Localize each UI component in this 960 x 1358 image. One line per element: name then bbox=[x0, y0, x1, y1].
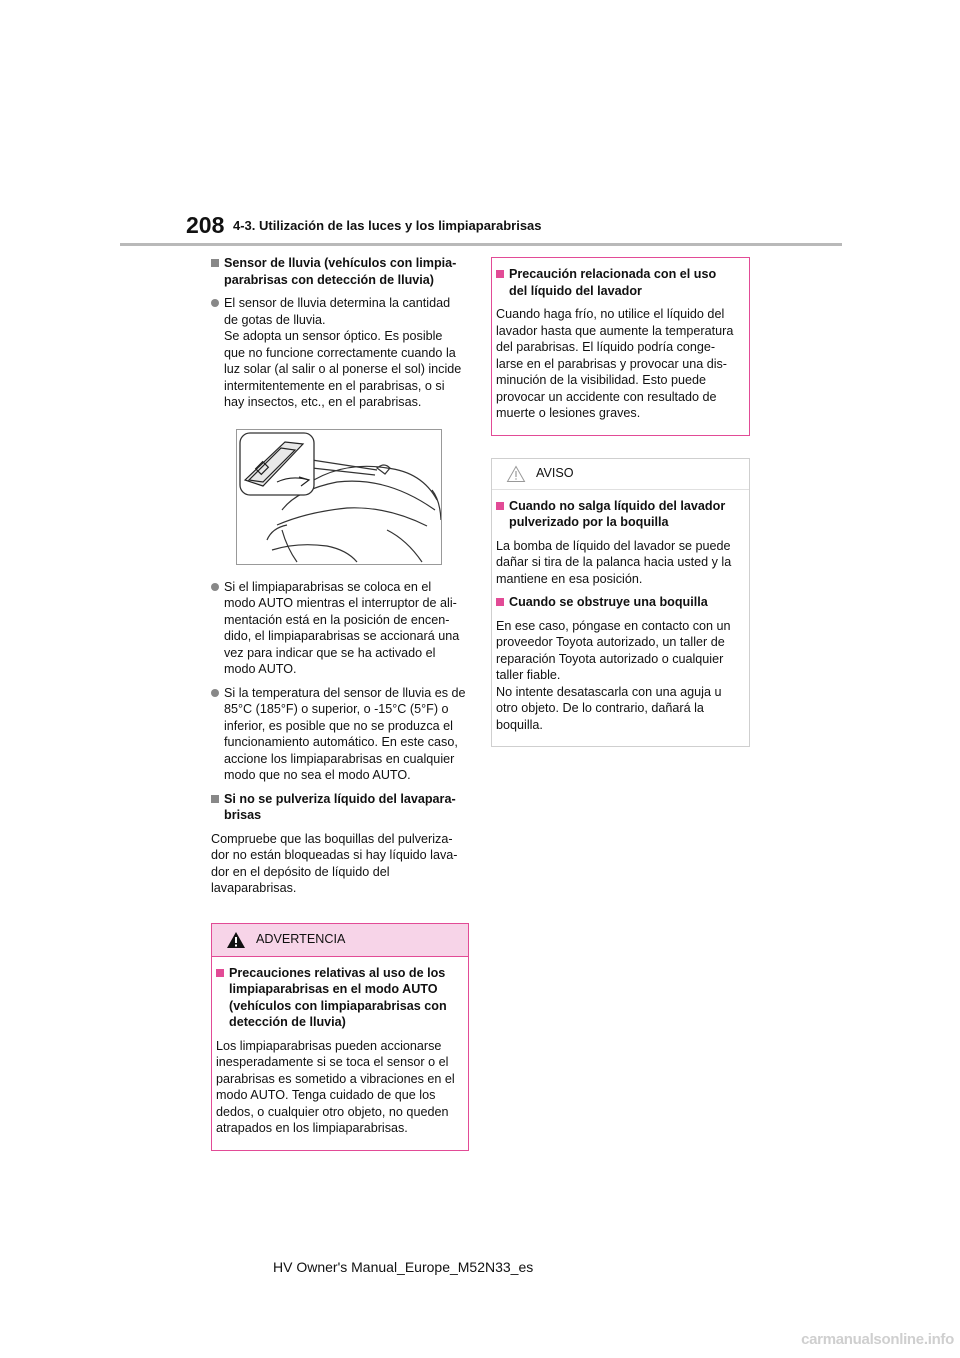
heading-line: del líquido del lavador bbox=[509, 283, 642, 298]
square-bullet-icon bbox=[211, 795, 219, 803]
caution-heading bbox=[496, 266, 745, 299]
notice-header bbox=[492, 459, 749, 490]
warning-body bbox=[212, 957, 468, 1150]
round-bullet-icon bbox=[211, 299, 219, 307]
text-line: larse en el parabrisas y provocar una dis- bbox=[496, 356, 727, 371]
text-line: accione los limpiaparabrisas en cualquier bbox=[224, 751, 455, 766]
section-title: 4-3. Utilización de las luces y los limpiaparabrisas bbox=[233, 218, 542, 233]
rain-sensor-bullet-2 bbox=[211, 579, 467, 678]
text-line: intermitentemente en el parabrisas, o si bbox=[224, 378, 445, 393]
warning-heading bbox=[216, 965, 464, 1031]
text-line: provocar un accidente con resultado de bbox=[496, 389, 717, 404]
heading-line: Cuando se obstruye una boquilla bbox=[509, 595, 708, 609]
text-line: atrapados en los limpiaparabrisas. bbox=[216, 1121, 408, 1135]
text-line: taller fiable. bbox=[496, 668, 561, 682]
text-line: boquilla. bbox=[496, 717, 543, 732]
notice-box bbox=[491, 458, 750, 748]
text-line: Cuando haga frío, no utilice el líquido del bbox=[496, 307, 725, 321]
text-line: Si la temperatura del sensor de lluvia es de bbox=[224, 685, 466, 700]
heading-line: pulverizado por la boquilla bbox=[509, 515, 669, 529]
footer-text: HV Owner's Manual_Europe_M52N33_es bbox=[273, 1259, 534, 1275]
text-line: minución de la visibilidad. Esto puede bbox=[496, 373, 707, 387]
text-line: modo AUTO. Tenga cuidado de que los bbox=[216, 1088, 436, 1102]
text-line: Se adopta un sensor óptico. Es posible bbox=[224, 329, 443, 343]
text-line: dedos, o cualquier otro objeto, no queden bbox=[216, 1104, 449, 1119]
text-line: dor no están bloqueadas si hay líquido lava- bbox=[211, 848, 458, 862]
text-line: muerte o lesiones graves. bbox=[496, 406, 641, 420]
square-bullet-icon bbox=[216, 969, 224, 977]
text-line: modo que no sea el modo AUTO. bbox=[224, 768, 411, 782]
square-bullet-icon bbox=[211, 259, 219, 267]
heading-line: brisas bbox=[224, 808, 262, 822]
heading-line: Cuando no salga líquido del lavador bbox=[509, 498, 726, 513]
warning-text bbox=[216, 1038, 464, 1137]
caution-text bbox=[496, 306, 745, 422]
heading-line: Sensor de lluvia (vehículos con limpia- bbox=[224, 256, 457, 270]
text-line: mantiene en esa posición. bbox=[496, 571, 643, 586]
rain-sensor-heading bbox=[211, 255, 467, 288]
text-line: modo AUTO. bbox=[224, 662, 297, 676]
notice-text-1 bbox=[496, 538, 745, 588]
warning-label: ADVERTENCIA bbox=[256, 932, 346, 947]
notice-triangle-icon bbox=[506, 465, 526, 483]
text-line: otro objeto. De lo contrario, dañará la bbox=[496, 701, 704, 715]
rain-sensor-illustration bbox=[236, 429, 442, 565]
text-line: dido, el limpiaparabrisas se accionará una bbox=[224, 629, 460, 643]
rain-sensor-bullet-3 bbox=[211, 685, 467, 784]
warning-triangle-icon bbox=[226, 931, 246, 949]
right-column bbox=[491, 257, 747, 747]
text-line: inferior, es posible que no se produzca el bbox=[224, 718, 453, 733]
text-line: mentación está en la posición de encen- bbox=[224, 612, 450, 627]
text-line: El sensor de lluvia determina la cantidad bbox=[224, 296, 451, 310]
heading-line: Si no se pulveriza líquido del lavapara- bbox=[224, 791, 456, 806]
text-line: Si el limpiaparabrisas se coloca en el bbox=[224, 579, 432, 594]
text-line: proveedor Toyota autorizado, un taller de bbox=[496, 635, 725, 649]
heading-line: limpiaparabrisas en el modo AUTO bbox=[229, 982, 438, 996]
text-line: parabrisas es sometido a vibraciones en el bbox=[216, 1071, 455, 1086]
car-windshield-sensor-drawing bbox=[237, 430, 441, 564]
text-line: En ese caso, póngase en contacto con un bbox=[496, 618, 731, 633]
text-line: luz solar (al salir o al ponerse el sol) incide bbox=[224, 362, 462, 376]
notice-heading-1 bbox=[496, 498, 745, 531]
text-line: Los limpiaparabrisas pueden accionarse bbox=[216, 1038, 442, 1053]
notice-body bbox=[492, 490, 749, 747]
round-bullet-icon bbox=[211, 689, 219, 697]
warning-box bbox=[211, 923, 469, 1151]
rain-sensor-bullet-1 bbox=[211, 295, 467, 411]
notice-label: AVISO bbox=[536, 466, 574, 481]
header-rule bbox=[120, 243, 842, 246]
text-line: reparación Toyota autorizado o cualquier bbox=[496, 651, 724, 666]
text-line: que no funcione correctamente cuando la bbox=[224, 345, 456, 360]
text-line: del parabrisas. El líquido podría conge- bbox=[496, 340, 716, 354]
text-line: dor en el depósito de líquido del bbox=[211, 864, 390, 879]
notice-heading-2 bbox=[496, 594, 745, 611]
washer-heading bbox=[211, 791, 467, 824]
caution-body bbox=[492, 258, 749, 435]
page-number: 208 bbox=[186, 212, 225, 238]
heading-line: detección de lluvia) bbox=[229, 1015, 346, 1029]
text-line: funcionamiento automático. En este caso, bbox=[224, 735, 458, 749]
text-line: Compruebe que las boquillas del pulveriza- bbox=[211, 831, 453, 846]
heading-line: Precauciones relativas al uso de los bbox=[229, 965, 446, 980]
heading-line: Precaución relacionada con el uso bbox=[509, 267, 717, 281]
heading-line: parabrisas con detección de lluvia) bbox=[224, 272, 434, 287]
text-line: lavador hasta que aumente la temperatura bbox=[496, 323, 734, 338]
round-bullet-icon bbox=[211, 583, 219, 591]
square-bullet-icon bbox=[496, 598, 504, 606]
text-line: 85°C (185°F) o superior, o -15°C (5°F) o bbox=[224, 702, 449, 716]
text-line: dañar si tira de la palanca hacia usted y la bbox=[496, 555, 732, 569]
text-line: lavaparabrisas. bbox=[211, 881, 297, 895]
text-line: vez para indicar que se ha activado el bbox=[224, 645, 436, 660]
square-bullet-icon bbox=[496, 502, 504, 510]
text-line: de gotas de lluvia. bbox=[224, 312, 326, 327]
notice-text-2 bbox=[496, 618, 745, 734]
left-column bbox=[211, 255, 467, 1151]
text-line: hay insectos, etc., en el parabrisas. bbox=[224, 395, 422, 409]
washer-text bbox=[211, 831, 467, 897]
watermark: carmanualsonline.info bbox=[801, 1331, 954, 1348]
text-line: La bomba de líquido del lavador se puede bbox=[496, 538, 731, 553]
text-line: inesperadamente si se toca el sensor o el bbox=[216, 1055, 449, 1069]
heading-line: (vehículos con limpiaparabrisas con bbox=[229, 998, 447, 1013]
caution-box bbox=[491, 257, 750, 436]
square-bullet-icon bbox=[496, 270, 504, 278]
warning-header bbox=[212, 924, 468, 957]
text-line: modo AUTO mientras el interruptor de ali- bbox=[224, 596, 457, 610]
text-line: No intente desatascarla con una aguja u bbox=[496, 684, 722, 699]
